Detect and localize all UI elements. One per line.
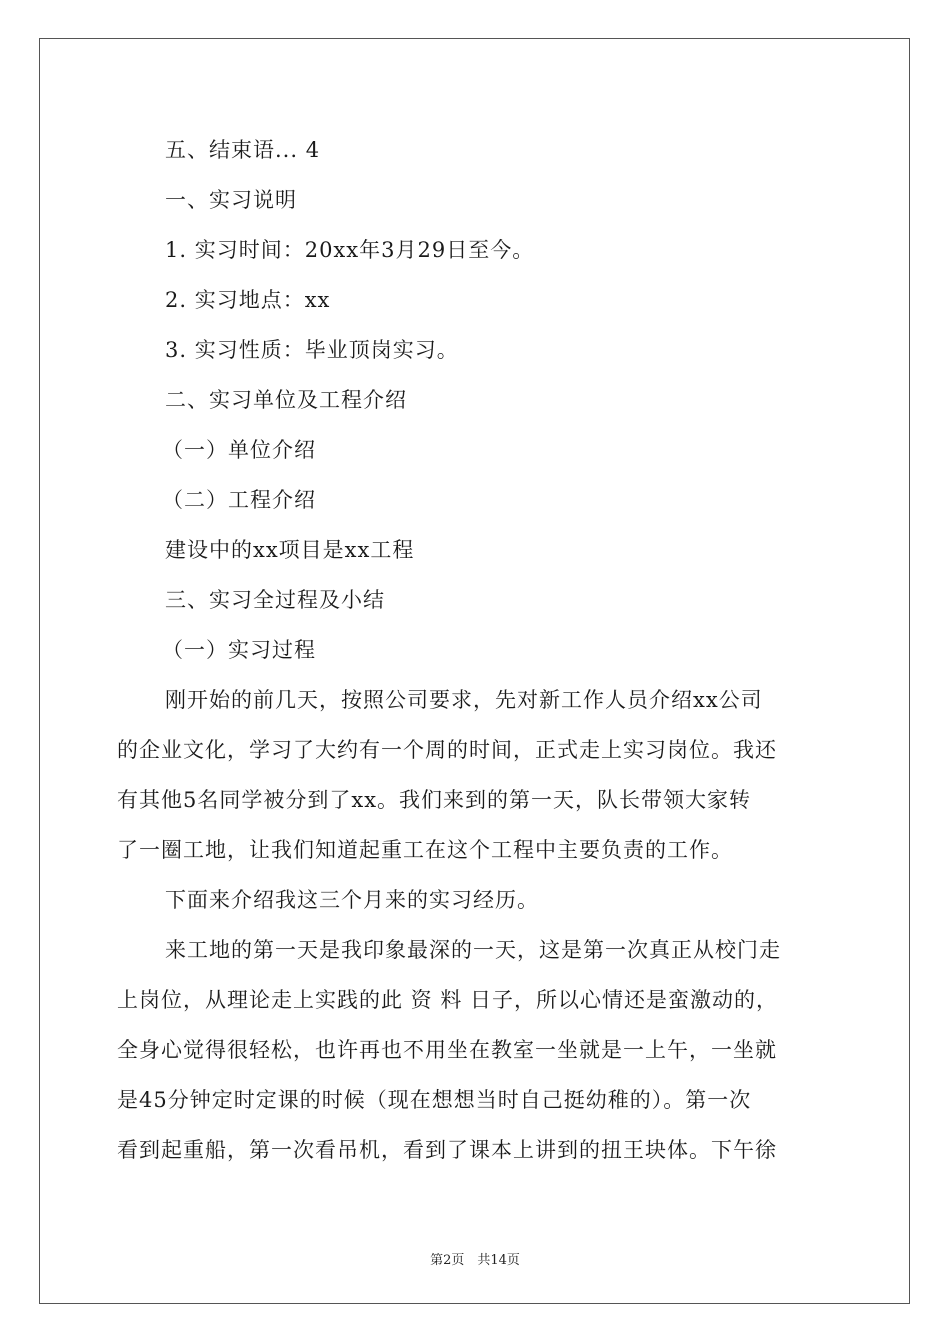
paragraph-line: 全身心觉得很轻松，也许再也不用坐在教室一坐就是一上午，一坐就 <box>117 1038 777 1062</box>
section-heading-process-summary: 三、实习全过程及小结 <box>165 588 385 612</box>
document-body <box>117 125 837 1175</box>
section-heading-internship-description: 一、实习说明 <box>165 188 297 212</box>
paragraph-line: 来工地的第一天是我印象最深的一天，这是第一次真正从校门走 <box>165 938 781 962</box>
paragraph-line: 是45分钟定时定课的时候（现在想想当时自己挺幼稚的）。第一次 <box>117 1088 752 1112</box>
list-item-internship-time: 1. 实习时间：20xx年3月29日至今。 <box>165 238 535 262</box>
list-item-internship-location: 2. 实习地点：xx <box>165 288 331 312</box>
paragraph-line: 下面来介绍我这三个月来的实习经历。 <box>165 888 539 912</box>
subheading-unit-intro: （一）单位介绍 <box>162 438 316 462</box>
paragraph-project-description: 建设中的xx项目是xx工程 <box>165 538 415 562</box>
section-heading-unit-and-project: 二、实习单位及工程介绍 <box>165 388 407 412</box>
paragraph-line: 上岗位，从理论走上实践的此 资 料 日子，所以心情还是蛮激动的， <box>117 988 779 1012</box>
paragraph-line: 的企业文化，学习了大约有一个周的时间，正式走上实习岗位。我还 <box>117 738 777 762</box>
toc-line-conclusion: 五、结束语... 4 <box>165 138 321 162</box>
page-number-footer: 第2页 共14页 <box>430 1253 520 1268</box>
paragraph-line: 看到起重船，第一次看吊机，看到了课本上讲到的扭王块体。下午徐 <box>117 1138 777 1162</box>
subheading-project-intro: （二）工程介绍 <box>162 488 316 512</box>
paragraph-line: 刚开始的前几天，按照公司要求，先对新工作人员介绍xx公司 <box>165 688 763 712</box>
subheading-internship-process: （一）实习过程 <box>162 638 316 662</box>
paragraph-line: 了一圈工地，让我们知道起重工在这个工程中主要负责的工作。 <box>117 838 733 862</box>
list-item-internship-nature: 3. 实习性质：毕业顶岗实习。 <box>165 338 459 362</box>
paragraph-line: 有其他5名同学被分到了xx。我们来到的第一天，队长带领大家转 <box>117 788 752 812</box>
